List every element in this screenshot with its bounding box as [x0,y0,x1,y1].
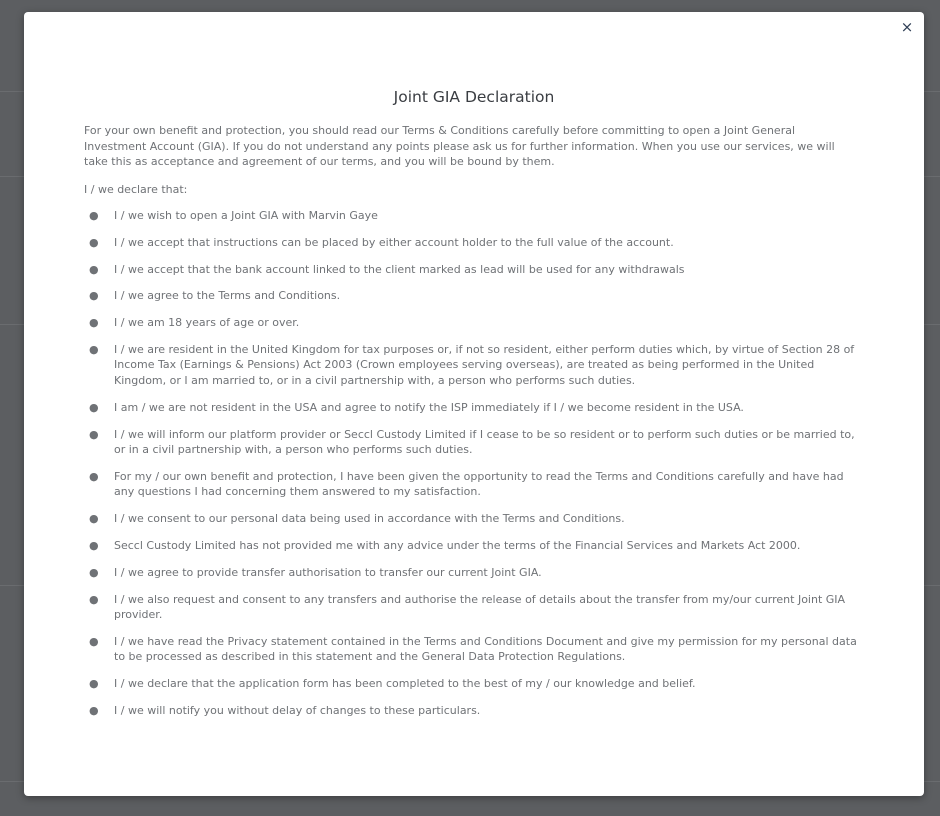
list-item [84,400,860,416]
bullet-icon: ● [89,400,99,414]
list-item-text: I / we declare that the application form has been completed to the best of my / our knowledge and belief. [114,677,696,691]
list-item-text: I / we accept that instructions can be placed by either account holder to the full value of the account. [114,235,674,249]
list-item [84,703,860,719]
list-item [84,235,860,251]
bullet-icon: ● [89,634,99,648]
bullet-icon: ● [89,235,99,249]
bullet-icon: ● [89,289,99,303]
bullet-icon: ● [89,677,99,691]
modal-title: Joint GIA Declaration [393,88,555,106]
bullet-icon: ● [89,592,99,606]
bullet-icon: ● [89,538,99,552]
list-item-text: I / we also request and consent to any transfers and authorise the release of details about the transfer from my/our current Joint GIA provider. [114,592,846,622]
list-item-text: I / we am 18 years of age or over. [114,316,300,330]
list-item-text: I / we will notify you without delay of changes to these particulars. [114,703,481,717]
list-item-text: For my / our own benefit and protection, I have been given the opportunity to read the Terms and Conditions carefully and have had any questions I had concerning them answered to my satisfaction. [114,469,844,499]
list-item [84,342,860,389]
bullet-icon: ● [89,703,99,717]
list-item [84,427,860,458]
list-item-text: I am / we are not resident in the USA and agree to notify the ISP immediately if I / we become resident in the USA. [114,400,744,414]
list-item [84,538,860,554]
list-item-text: I / we have read the Privacy statement contained in the Terms and Conditions Document and give my permission for my personal data to be processed as described in this statement and the General Data Protection Regulations. [114,634,857,664]
list-item [84,565,860,581]
list-item [84,315,860,331]
declaration-lead: I / we declare that: [84,182,188,196]
bullet-icon: ● [89,427,99,441]
list-item [84,262,860,278]
declaration-content [84,123,860,730]
bullet-icon: ● [89,565,99,579]
list-item [84,634,860,665]
list-item-text: I / we are resident in the United Kingdom for tax purposes or, if not so resident, either perform duties which, by virtue of Section 28 of Income Tax (Earnings & Pensions) Act 2003 (Crown employees serving overseas), are treated as being performed in the United Kingdom, or I am married to, or in a civil partnership with, a person who performs such duties. [114,342,855,387]
list-item [84,288,860,304]
bullet-icon: ● [89,209,99,222]
bullet-icon: ● [89,262,99,276]
declaration-list [84,208,860,718]
bullet-icon: ● [89,512,99,526]
list-item-text: I / we accept that the bank account linked to the client marked as lead will be used for any withdrawals [114,262,685,276]
list-item [84,592,860,623]
list-item-text: I / we will inform our platform provider or Seccl Custody Limited if I cease to be so resident or to perform such duties or be married to, or in a civil partnership with, a person who performs such duties. [114,427,855,457]
list-item [84,676,860,692]
list-item-text: I / we wish to open a Joint GIA with Marvin Gaye [114,209,378,222]
list-item-text: I / we agree to provide transfer authorisation to transfer our current Joint GIA. [114,565,542,579]
declaration-modal [24,12,924,796]
list-item [84,208,860,224]
list-item-text: Seccl Custody Limited has not provided me with any advice under the terms of the Financial Services and Markets Act 2000. [114,538,801,552]
bullet-icon: ● [89,342,99,356]
list-item [84,511,860,527]
intro-paragraph: For your own benefit and protection, you should read our Terms & Conditions carefully before committing to open a Joint General Investment Account (GIA). If you do not understand any points please ask us for further information. When you use our services, we will take this as acceptance and agreement of our terms, and you will be bound by them. [84,124,835,168]
close-icon[interactable]: × [900,18,914,36]
list-item-text: I / we consent to our personal data being used in accordance with the Terms and Conditions. [114,512,625,526]
bullet-icon: ● [89,316,99,330]
list-item [84,469,860,500]
bullet-icon: ● [89,469,99,483]
list-item-text: I / we agree to the Terms and Conditions. [114,289,341,303]
